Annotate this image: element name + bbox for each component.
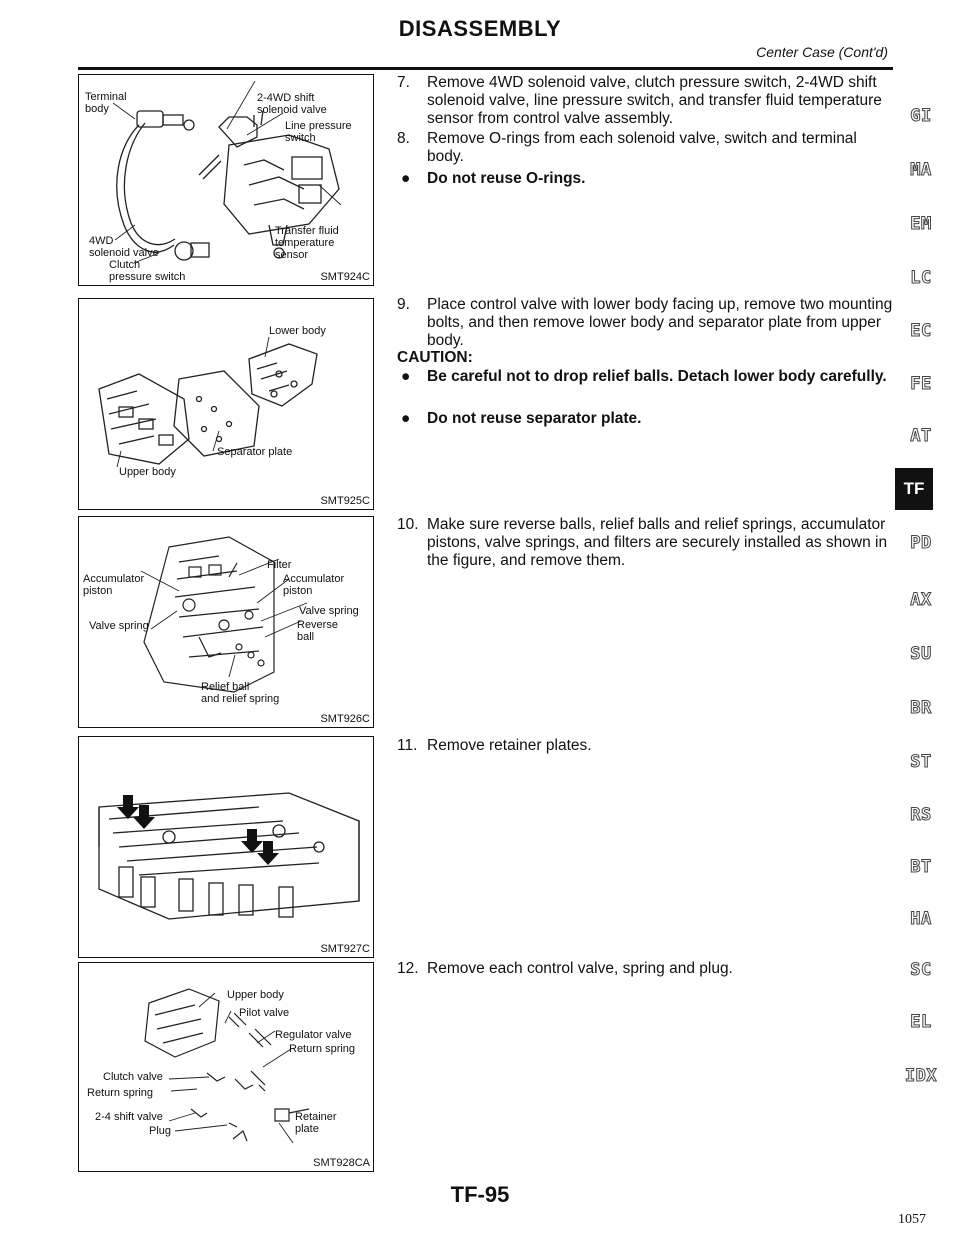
shift-valve-label: 2-4WD shift solenoid valve [257, 92, 327, 116]
bullet-separator-plate [397, 410, 897, 428]
return-spring-right-label: Return spring [289, 1043, 356, 1055]
return-spring-left-label: Return spring [87, 1087, 154, 1099]
valve-spring-right-label: Valve spring [299, 605, 359, 617]
tab-at[interactable]: AT [910, 426, 932, 446]
step-number: 9. [397, 296, 410, 313]
tab-el[interactable]: EL [910, 1012, 932, 1032]
step-text: Make sure reverse balls, relief balls and relief springs, accumulator pistons, valve springs, and filters are securely installed as shown in the figure, and remove them. [427, 516, 888, 569]
step-12 [397, 960, 897, 978]
step-number: 12. [397, 960, 419, 977]
tab-bt[interactable]: BT [910, 857, 932, 877]
caution-heading: CAUTION: [397, 349, 473, 366]
figure-smt928ca [78, 962, 374, 1172]
figure-code: SMT926C [320, 713, 370, 725]
step-8 [397, 130, 897, 166]
valve-spring-left-label: Valve spring [89, 620, 149, 632]
bullet-text: Be careful not to drop relief balls. Detach lower body carefully. [427, 368, 887, 385]
upper-body-label: Upper body [119, 466, 176, 478]
shift-valve-label: 2-4 shift valve [95, 1111, 163, 1123]
tab-sc[interactable]: SC [910, 960, 932, 980]
filter-label: Filter [267, 559, 292, 571]
bullet-icon: ● [401, 368, 411, 385]
separator-plate-illustration [79, 299, 375, 511]
acc-piston-right-label: Accumulator piston [283, 573, 345, 597]
page-number: 1057 [898, 1212, 926, 1227]
bullet-icon: ● [401, 410, 411, 427]
acc-piston-left-label: Accumulator piston [83, 573, 145, 597]
step-7 [397, 74, 897, 128]
reverse-ball-label: Reverse ball [297, 619, 338, 643]
figure-smt925c [78, 298, 374, 510]
page-footer-label: TF-95 [450, 1182, 510, 1207]
bullet-relief-balls [397, 368, 897, 386]
tab-tf-active[interactable]: TF [895, 468, 933, 510]
figure-smt927c [78, 736, 374, 958]
upper-body-label: Upper body [227, 989, 284, 1001]
figure-smt926c [78, 516, 374, 728]
figure-code: SMT927C [320, 943, 370, 955]
bullet-text: Do not reuse separator plate. [427, 410, 642, 427]
tab-lc[interactable]: LC [910, 268, 932, 288]
bullet-text: Do not reuse O-rings. [427, 170, 586, 187]
figure-smt924c [78, 74, 374, 286]
terminal-body-label: Terminal body [85, 91, 127, 115]
tab-idx[interactable]: IDX [904, 1066, 938, 1086]
transfer-sensor-label: Transfer fluid temperature sensor [275, 225, 339, 261]
tab-ma[interactable]: MA [910, 160, 932, 180]
clutch-valve-label: Clutch valve [103, 1071, 163, 1083]
tab-ha[interactable]: HA [910, 909, 932, 929]
figure-code: SMT925C [320, 495, 370, 507]
retainer-plate-label: Retainer plate [295, 1111, 337, 1135]
step-number: 8. [397, 130, 410, 147]
tab-st[interactable]: ST [910, 752, 932, 772]
bullet-icon: ● [401, 170, 411, 187]
step-number: 11. [397, 737, 418, 754]
lower-body-label: Lower body [269, 325, 326, 337]
step-number: 10. [397, 516, 419, 533]
section-subtitle: Center Case (Cont'd) [756, 44, 888, 60]
bullet-no-reuse-orings [397, 170, 897, 188]
separator-label: Separator plate [217, 446, 293, 458]
tab-fe[interactable]: FE [910, 374, 932, 394]
step-text: Remove 4WD solenoid valve, clutch pressure switch, 2-4WD shift solenoid valve, line pressure switch, and transfer fluid temperature sensor from control valve assembly. [427, 74, 882, 127]
step-text: Remove O-rings from each solenoid valve, switch and terminal body. [427, 130, 857, 165]
regulator-valve-label: Regulator valve [275, 1029, 352, 1041]
retainer-plates-illustration [79, 737, 375, 959]
tab-ax[interactable]: AX [910, 590, 932, 610]
step-number: 7. [397, 74, 410, 91]
clutch-switch-label: Clutch pressure switch [109, 259, 186, 283]
step-10 [397, 516, 897, 570]
tab-rs[interactable]: RS [910, 805, 932, 825]
pilot-valve-label: Pilot valve [239, 1007, 290, 1019]
step-text: Place control valve with lower body facing up, remove two mounting bolts, and then remove lower body and separator plate from upper body. [427, 296, 893, 349]
tab-gi[interactable]: GI [910, 106, 932, 126]
step-text: Remove retainer plates. [427, 737, 592, 754]
tab-br[interactable]: BR [910, 698, 932, 718]
wd-solenoid-label: 4WD solenoid valve [89, 235, 159, 259]
header-rule [78, 67, 893, 70]
tab-pd[interactable]: PD [910, 533, 932, 553]
step-text: Remove each control valve, spring and plug. [427, 960, 733, 977]
step-11 [397, 737, 897, 755]
figure-code: SMT924C [320, 271, 370, 283]
plug-label: Plug [149, 1125, 172, 1137]
tab-su[interactable]: SU [910, 644, 932, 664]
line-pressure-label: Line pressure switch [285, 120, 352, 144]
page-title: DISASSEMBLY [398, 16, 562, 41]
tab-ec[interactable]: EC [910, 321, 932, 341]
figure-code: SMT928CA [313, 1157, 370, 1169]
relief-label: Relief ball and relief spring [201, 681, 280, 705]
tab-em[interactable]: EM [910, 214, 932, 234]
step-9 [397, 296, 897, 350]
